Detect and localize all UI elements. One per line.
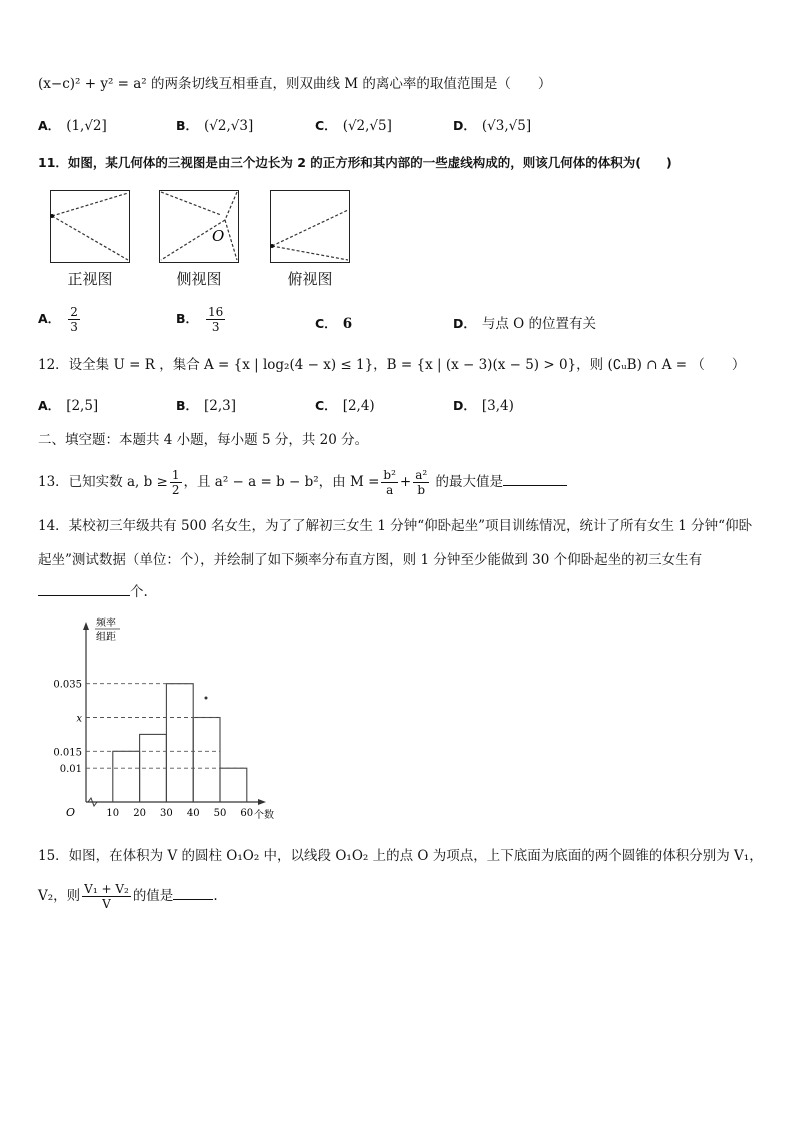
origin-label: O xyxy=(66,806,76,819)
side-view-figure xyxy=(159,190,239,263)
histogram-bar-3 xyxy=(166,684,193,802)
x-tick-label-5: 50 xyxy=(213,808,227,819)
q15-line2: V₂，则 $\frac{\text{V₁ + V₂}}{V}$ 的值是 . xyxy=(38,882,218,911)
q12-option-d[interactable]: D． [3,4) xyxy=(453,398,514,414)
x-axis-label: 个数 xyxy=(254,810,274,821)
q11-option-b[interactable]: B． $\frac{16}{3}$ xyxy=(176,305,224,334)
q15-line1: 15．如图，在体积为 V 的圆柱 O₁O₂ 中，以线段 O₁O₂ 上的点 O 为项点，上下底面为底面的两个圆锥的体积分别为 V₁， xyxy=(38,848,763,864)
q11-stem: 11．如图，某几何体的三视图是由三个边长为 2 的正方形和其内部的一些虚线构成的，则该几何体的体积为( ) xyxy=(38,155,672,170)
top-view-caption: 俯视图 xyxy=(287,270,333,288)
stray-dot xyxy=(205,697,208,700)
q10-option-d[interactable]: D． (√3,√5] xyxy=(453,118,532,134)
q10-stem: (x−c)² + y² = a² 的两条切线互相垂直，则双曲线 M 的离心率的取值范围是（ ） xyxy=(38,76,552,92)
x-tick-label-2: 20 xyxy=(133,808,146,819)
x-tick-label-1: 10 xyxy=(106,808,120,819)
front-view-figure xyxy=(50,190,130,263)
q11-option-c[interactable]: C． 6 xyxy=(315,316,353,332)
q14-line1: 14．某校初三年级共有 500 名女生，为了了解初三女生 1 分钟“仰卧起坐”项目训练情况，统计了所有女生 1 分钟“仰卧 xyxy=(38,518,753,534)
q10-option-b[interactable]: B． (√2,√3] xyxy=(176,118,254,134)
x-axis-arrow xyxy=(258,799,266,805)
y-tick-label-4: 0.01 xyxy=(59,764,82,776)
q13-answer-blank[interactable] xyxy=(503,485,567,486)
y-tick-label-2: x xyxy=(76,713,82,725)
q14-line2: 起坐”测试数据（单位：个），并绘制了如下频率分布直方图，则 1 分钟至少能做到 30 个仰卧起坐的初三女生有 xyxy=(38,552,703,568)
q10-option-a[interactable]: A． (1,√2] xyxy=(38,118,107,134)
q12-option-b[interactable]: B． [2,3] xyxy=(176,398,237,414)
x-tick-label-4: 40 xyxy=(186,808,200,819)
q12-stem: 12．设全集 U = R ，集合 A = {x | log₂(4 − x) ≤ 1}，B = {x | (x − 3)(x − 5) > 0}，则 (∁ᵤB) ∩ A = （ ） xyxy=(38,357,746,373)
front-view-caption: 正视图 xyxy=(67,270,113,288)
q13-stem: 13．已知实数 a, b ≥ $\frac{1}{2}$ ，且 a² − a = b − b²，由 M = $\frac{\text{b²}}{a}$ + $\frac{\text{a²}}{b}$ 的最大值是 xyxy=(38,464,567,500)
q12-option-a[interactable]: A． [2,5] xyxy=(38,398,99,414)
y-tick-label-1: 0.035 xyxy=(53,679,82,691)
frequency-histogram xyxy=(40,612,280,824)
q11-option-d[interactable]: D． 与点 O 的位置有关 xyxy=(453,316,597,332)
histogram-bar-1 xyxy=(113,751,140,802)
q14-answer-blank[interactable] xyxy=(38,595,130,596)
point-o-label: O xyxy=(212,227,225,245)
x-tick-label-6: 60 xyxy=(240,808,254,819)
y-axis-label-bottom: 组距 xyxy=(96,632,116,643)
y-axis-label-top: 频率 xyxy=(96,618,116,629)
top-view-figure xyxy=(270,190,350,263)
q12-option-c[interactable]: C． [2,4) xyxy=(315,398,375,414)
y-tick-label-3: 0.015 xyxy=(53,747,82,759)
q11-option-a[interactable]: A． $\frac{2}{3}$ xyxy=(38,305,78,334)
q15-answer-blank[interactable] xyxy=(173,899,213,900)
section2-heading: 二、填空题：本题共 4 小题，每小题 5 分，共 20 分。 xyxy=(38,432,369,448)
q10-option-c[interactable]: C． (√2,√5] xyxy=(315,118,392,134)
histogram-bar-4 xyxy=(193,718,220,803)
histogram-bar-5 xyxy=(220,768,247,802)
side-view-caption: 侧视图 xyxy=(176,270,222,288)
y-axis-arrow xyxy=(83,622,89,630)
x-tick-label-3: 30 xyxy=(160,808,173,819)
q14-line3: 个. xyxy=(38,582,148,602)
